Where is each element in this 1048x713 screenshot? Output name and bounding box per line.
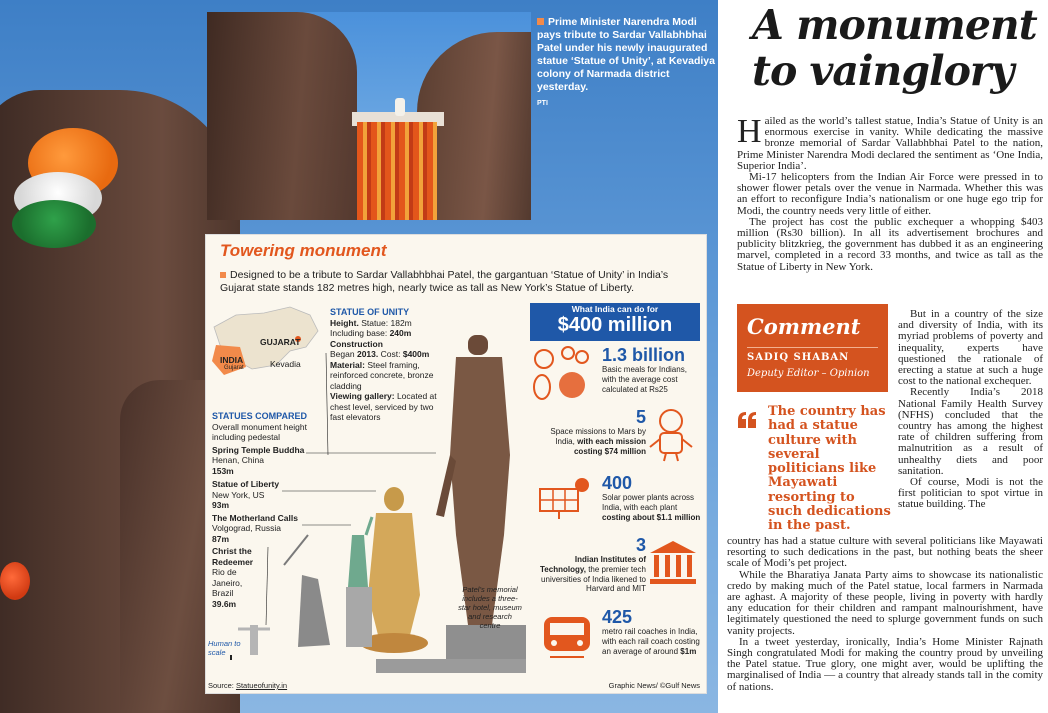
infographic-credit: Graphic News/ ©Gulf News — [608, 681, 700, 690]
base-pedestal — [376, 659, 526, 673]
stat-value: 5 — [635, 407, 646, 427]
infographic-title: Towering monument — [220, 241, 387, 260]
modi-tribute-photo — [207, 12, 531, 220]
material-label: Material: — [330, 359, 365, 370]
compared-heading: STATUES COMPARED — [212, 411, 308, 421]
caption-bullet-icon — [537, 18, 544, 25]
article-paragraph: Mi-17 helicopters from the Indian Air Force were pressed in to shower flower petals over the venue in Narmada. Whether this was an effort to reconfigure India’s nationalism or one huge ego trip for Modi, the country needs very little of either. — [737, 171, 1043, 217]
stat-text-bold: costing about $1.1 million — [602, 512, 701, 522]
compared-item-place: Henan, China — [212, 455, 264, 465]
stat-value: 3 — [635, 535, 646, 555]
drop-cap: H — [737, 113, 762, 150]
compared-subheading: Overall monument height including pedestal — [212, 421, 307, 442]
person-figure — [395, 98, 405, 116]
india-header-small: What India can do for — [571, 304, 659, 314]
liberty-torch-arm — [366, 517, 372, 535]
patel-memorial-note: Patel’s memorial includes a three-star hotel, museum and research centre — [458, 585, 522, 630]
garland-green — [12, 200, 96, 248]
construction-label: Construction — [330, 338, 383, 349]
stat-text: Solar power plants across India, with each plant — [602, 493, 695, 512]
stat-mars-missions — [536, 407, 646, 456]
stat-iits — [536, 535, 646, 594]
cost-value: $400m — [402, 349, 430, 359]
gallery-text: Located at chest level, serviced by two fast elevators — [330, 391, 437, 422]
article-headline: A monument to vainglory — [752, 1, 1037, 95]
intro-bullet-icon — [220, 272, 226, 278]
stat-value: 425 — [602, 607, 633, 627]
comment-title: Comment — [747, 314, 861, 339]
article-column-top — [737, 113, 1043, 273]
paragraph-text: ailed as the world’s tallest statue, India’s Statue of Unity is an enormous exercise in vanity. While dedicating the massive bronze memorial of Sardar Vallabhbhai Patel to the nation, Prime Minister Narendra Modi declared the sentiment as ‘One India, Superior India’. — [737, 115, 1043, 172]
statues-compared — [212, 411, 320, 609]
compared-item-place: Rio de Janeiro, Brazil — [212, 567, 243, 598]
caption-text: Prime Minister Narendra Modi pays tribute to Sardar Vallabhbhai Patel under his newly inaugurated statue ‘Statue of Unity’, at Kevadiya colony of Narmada district yesterday. — [537, 16, 715, 93]
patel-head — [468, 335, 488, 355]
compared-item-height: 87m — [212, 533, 230, 544]
map-label-gujarat: GUJARAT — [260, 337, 301, 347]
compared-item-height: 39.6m — [212, 598, 237, 609]
compared-item-height: 93m — [212, 500, 230, 510]
unity-heading: STATUE OF UNITY — [330, 307, 410, 317]
height-label: Height. — [330, 317, 359, 328]
infographic-source — [208, 681, 287, 690]
article-column-bottom — [727, 536, 1043, 693]
stat-text: Basic meals for Indians, with the average cost calculated at Rs25 — [602, 365, 687, 394]
stat-text: the premier tech universities of India likened to Harvard and MIT — [541, 564, 646, 594]
statue-of-unity-facts — [330, 307, 440, 423]
food-icon — [530, 345, 596, 405]
map-label-gujarat-inset: Gujarat — [224, 365, 244, 371]
article-paragraph — [737, 113, 1043, 172]
patel-pedestal — [446, 625, 526, 659]
solar-panel-icon — [536, 475, 596, 521]
compared-item-height: 153m — [212, 465, 234, 476]
base-value: 240m — [389, 328, 412, 338]
article-paragraph: Recently India’s 2018 National Family Health Survey (NFHS) concluded that the country has among the highest rate of children suffering from malnutrition as a result of unhealthy diets and poor sanitation. — [898, 386, 1043, 477]
stat-text-bold: $1m — [680, 646, 697, 656]
compared-item-motherland — [212, 513, 320, 545]
construction-text: Began — [330, 349, 355, 359]
compared-item-christ — [212, 546, 262, 609]
compared-item-name: The Motherland Calls — [212, 512, 298, 523]
article-column-right — [898, 309, 1043, 511]
buddha-head — [384, 487, 404, 511]
flower-platform — [357, 122, 437, 220]
stat-text-bold: Indian Institutes of Technology, — [540, 555, 646, 574]
quote-icon — [736, 410, 758, 430]
liberty-pedestal — [346, 587, 372, 647]
stat-meals — [602, 345, 702, 394]
map-label-kevadia: Kevadia — [270, 359, 301, 369]
stat-value: 400 — [602, 473, 633, 493]
garland-red — [0, 562, 30, 600]
compared-item-name: Statue of Liberty — [212, 479, 280, 489]
india-can-do-header — [530, 303, 700, 341]
infographic — [205, 234, 707, 694]
material-text: Steel framing, reinforced concrete, bronze cladding — [330, 359, 434, 391]
liberty-body — [348, 535, 368, 587]
map-label-india: INDIA — [220, 355, 244, 365]
intro-text: Designed to be a tribute to Sardar Vallabhbhai Patel, the gargantuan ‘Statue of Unity’ in India’s Gujarat state stands 182 metres high, nearly twice as tall as New York’s Statue of Liberty. — [220, 269, 669, 294]
article-paragraph: country has had a statue culture with several politicians like Mayawati resorting to such dedications in the past, but nothing beats the sheer scale of Modi’s pet project. — [727, 535, 1043, 570]
source-link[interactable]: Statueofunity.in — [235, 681, 288, 690]
compared-item-place: New York, US — [212, 489, 265, 500]
source-label: Source: — [208, 681, 234, 690]
comment-box — [737, 304, 888, 392]
comment-author-role: Deputy Editor – Opinion — [747, 368, 870, 379]
stat-metro-coaches — [602, 607, 702, 656]
compared-item-buddha — [212, 445, 320, 477]
photo-caption — [537, 16, 715, 110]
cost-label: Cost: — [380, 349, 401, 359]
base-label: Including base: — [330, 328, 388, 338]
comment-divider — [747, 347, 878, 348]
article-paragraph: In a tweet yesterday, ironically, India’s Home Minister Rajnath Singh congratulated Modi for making the country proud by unveiling the Patel statue. True glory, one might aver, would be uplifting the marginalised of India — a country that already stands tall in the comity of nations. — [727, 635, 1043, 693]
statue-leg-left — [207, 12, 357, 220]
compared-item-liberty — [212, 479, 320, 511]
comment-author: SADIQ SHABAN — [747, 352, 850, 363]
height-value: Statue: 182m — [361, 317, 412, 328]
india-header-big: $400 million — [557, 314, 673, 336]
infographic-intro — [220, 269, 700, 295]
astronaut-icon — [646, 407, 696, 463]
article-paragraph: Of course, Modi is not the first politician to spot virtue in statue building. The — [898, 476, 1043, 511]
human-scale-label: Human to scale — [208, 639, 241, 657]
stat-value: 1.3 billion — [602, 345, 686, 365]
stat-text-bold: with each mission costing $74 million — [573, 436, 646, 456]
stat-text: Space missions to Mars by India, — [550, 427, 646, 446]
christ-body — [250, 625, 258, 655]
article-paragraph: While the Bharatiya Janata Party aims to showcase its nationalistic credo by making much of the Patel statue, local farmers in Narmada are aghast. A majority of these people, living in poverty with hardly any education for their children and rampant malnourishment, have legitimately questioned the need to splurge government funds on such vanity projects. — [727, 568, 1043, 637]
gallery-label: Viewing gallery: — [330, 391, 395, 401]
metro-train-icon — [538, 613, 596, 661]
stat-text: metro rail coaches in India, with each rail coach costing an average of around — [602, 627, 700, 656]
gujarat-map — [210, 309, 328, 393]
article-paragraph: The project has cost the public exchequer a whopping $403 million (Rs30 billion). In all its advertisement brochures and publicity blitzkrieg, the government has dubbed it as an engineering marvel, completed in a record 33 months, and twice as tall as the Statue of Liberty in New York. — [737, 215, 1043, 273]
buddha-body — [368, 513, 420, 635]
compared-item-name: Christ the Redeemer — [212, 546, 254, 567]
construction-year: 2013. — [356, 349, 379, 359]
article-paragraph: But in a country of the size and diversity of India, with its myriad problems of poverty and inequality, experts have questioned the rationale of erecting a statue at such a huge cost to the national exchequer. — [898, 308, 1043, 388]
pull-quote: The country has had a statue culture with several politicians like Mayawati resorting to such dedications in the past. — [768, 404, 891, 534]
stat-solar-plants — [602, 473, 702, 522]
compared-item-name: Spring Temple Buddha — [212, 444, 305, 455]
university-building-icon — [646, 537, 700, 587]
photo-credit: PTI — [537, 100, 548, 107]
compared-item-place: Volgograd, Russia — [212, 523, 281, 533]
